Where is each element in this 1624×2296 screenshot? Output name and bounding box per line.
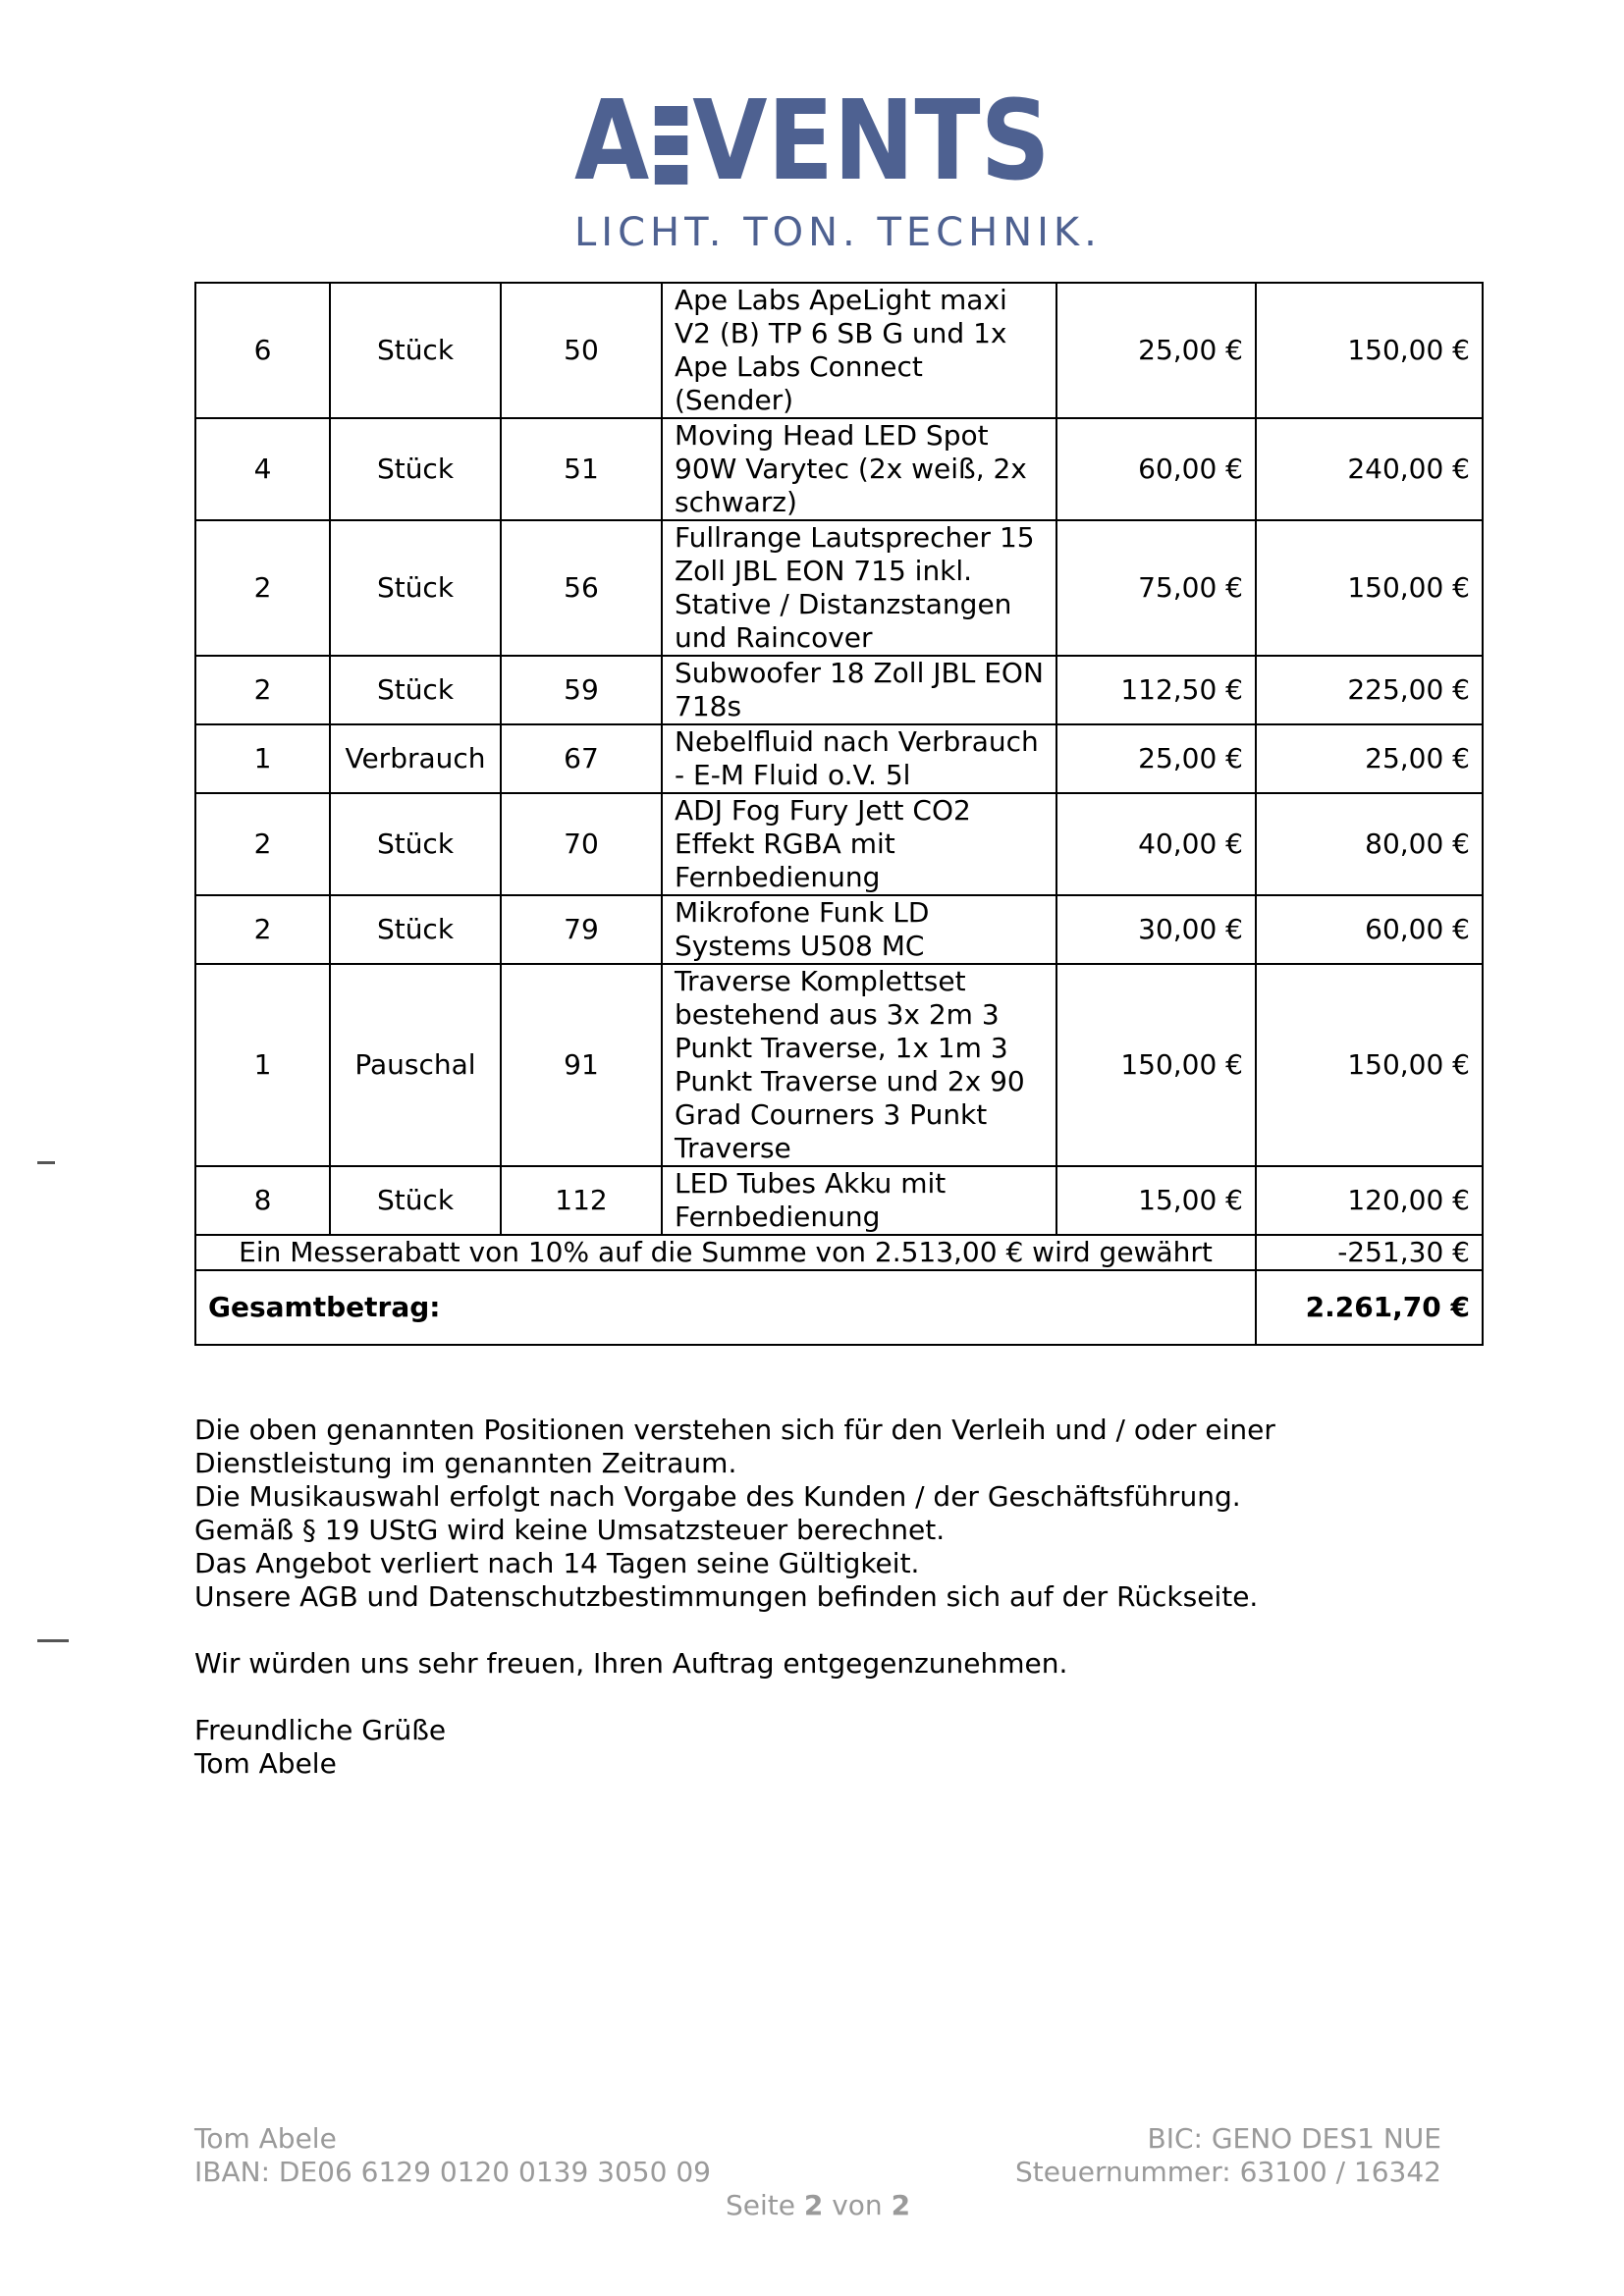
item-quantity: 1: [195, 724, 330, 793]
item-number: 56: [501, 520, 662, 656]
item-number: 50: [501, 283, 662, 418]
discount-row: [195, 1235, 1483, 1270]
logo-equals-mark: [655, 102, 687, 188]
item-total: 240,00 €: [1256, 418, 1483, 520]
item-total: 150,00 €: [1256, 283, 1483, 418]
item-unit: Stück: [330, 793, 501, 895]
item-total: 60,00 €: [1256, 895, 1483, 964]
item-number: 51: [501, 418, 662, 520]
table-row: [195, 520, 1483, 656]
notes-section: [194, 1414, 1471, 1781]
item-quantity: 6: [195, 283, 330, 418]
table-row: [195, 656, 1483, 724]
total-label: Gesamtbetrag:: [195, 1270, 1256, 1345]
company-logo: [574, 78, 1102, 255]
item-total: 150,00 €: [1256, 520, 1483, 656]
item-number: 70: [501, 793, 662, 895]
item-unit-price: 150,00 €: [1056, 964, 1256, 1166]
punch-mark: [37, 1639, 69, 1642]
item-description: Moving Head LED Spot 90W Varytec (2x weiß, 2x schwarz): [662, 418, 1056, 520]
item-unit-price: 40,00 €: [1056, 793, 1256, 895]
footer-right: [1015, 2122, 1441, 2189]
item-quantity: 2: [195, 895, 330, 964]
item-unit-price: 15,00 €: [1056, 1166, 1256, 1235]
discount-label: Ein Messerabatt von 10% auf die Summe von 2.513,00 € wird gewährt: [195, 1235, 1256, 1270]
signature: Tom Abele: [194, 1747, 337, 1780]
item-unit-price: 25,00 €: [1056, 283, 1256, 418]
item-quantity: 2: [195, 656, 330, 724]
total-amount: 2.261,70 €: [1256, 1270, 1483, 1345]
logo-tagline: LICHT. TON. TECHNIK.: [574, 210, 1102, 255]
item-number: 79: [501, 895, 662, 964]
items-table-body: [195, 283, 1483, 1235]
note-line: Dienstleistung im genannten Zeitraum.: [194, 1447, 737, 1479]
page-number: Seite 2 von 2: [725, 2189, 911, 2221]
item-description: Mikrofone Funk LD Systems U508 MC: [662, 895, 1056, 964]
table-row: [195, 793, 1483, 895]
footer-tax-number: Steuernummer: 63100 / 16342: [1015, 2156, 1441, 2188]
item-unit-price: 75,00 €: [1056, 520, 1256, 656]
logo-wordmark: [574, 78, 1065, 205]
item-description: Fullrange Lautsprecher 15 Zoll JBL EON 715 inkl. Stative / Distanzstangen und Raincover: [662, 520, 1056, 656]
item-unit: Stück: [330, 656, 501, 724]
item-unit: Stück: [330, 418, 501, 520]
item-description: Traverse Komplettset bestehend aus 3x 2m 3 Punkt Traverse, 1x 1m 3 Punkt Traverse und 2x 90 Grad Courners 3 Punkt Traverse: [662, 964, 1056, 1166]
item-quantity: 4: [195, 418, 330, 520]
table-row: [195, 895, 1483, 964]
item-unit-price: 60,00 €: [1056, 418, 1256, 520]
note-line: Die Musikauswahl erfolgt nach Vorgabe des Kunden / der Geschäftsführung.: [194, 1480, 1241, 1513]
discount-amount: -251,30 €: [1256, 1235, 1483, 1270]
item-number: 91: [501, 964, 662, 1166]
footer-left: [194, 2122, 711, 2189]
table-row: [195, 418, 1483, 520]
item-total: 120,00 €: [1256, 1166, 1483, 1235]
note-line: Gemäß § 19 UStG wird keine Umsatzsteuer berechnet.: [194, 1514, 946, 1546]
item-quantity: 2: [195, 520, 330, 656]
item-unit: Verbrauch: [330, 724, 501, 793]
item-quantity: 1: [195, 964, 330, 1166]
item-quantity: 2: [195, 793, 330, 895]
item-unit: Stück: [330, 283, 501, 418]
item-total: 80,00 €: [1256, 793, 1483, 895]
table-row: [195, 283, 1483, 418]
item-unit-price: 30,00 €: [1056, 895, 1256, 964]
note-line: Das Angebot verliert nach 14 Tagen seine Gültigkeit.: [194, 1547, 920, 1579]
item-total: 25,00 €: [1256, 724, 1483, 793]
item-unit-price: 112,50 €: [1056, 656, 1256, 724]
item-number: 112: [501, 1166, 662, 1235]
item-unit: Pauschal: [330, 964, 501, 1166]
table-row: [195, 964, 1483, 1166]
item-number: 59: [501, 656, 662, 724]
note-line: Die oben genannten Positionen verstehen sich für den Verleih und / oder einer: [194, 1414, 1275, 1446]
footer-name: Tom Abele: [194, 2122, 337, 2155]
total-row: [195, 1270, 1483, 1345]
item-quantity: 8: [195, 1166, 330, 1235]
item-unit: Stück: [330, 895, 501, 964]
table-row: [195, 724, 1483, 793]
item-description: Ape Labs ApeLight maxi V2 (B) TP 6 SB G und 1x Ape Labs Connect (Sender): [662, 283, 1056, 418]
offer-items-table: [194, 282, 1484, 1346]
greeting: Freundliche Grüße: [194, 1714, 447, 1746]
footer-iban: IBAN: DE06 6129 0120 0139 3050 09: [194, 2156, 711, 2188]
item-unit-price: 25,00 €: [1056, 724, 1256, 793]
logo-letters: A VENTS: [574, 78, 1051, 205]
item-total: 225,00 €: [1256, 656, 1483, 724]
item-description: ADJ Fog Fury Jett CO2 Effekt RGBA mit Fernbedienung: [662, 793, 1056, 895]
table-row: [195, 1166, 1483, 1235]
item-unit: Stück: [330, 520, 501, 656]
note-line: Unsere AGB und Datenschutzbestimmungen befinden sich auf der Rückseite.: [194, 1580, 1259, 1613]
item-number: 67: [501, 724, 662, 793]
item-description: LED Tubes Akku mit Fernbedienung: [662, 1166, 1056, 1235]
item-unit: Stück: [330, 1166, 501, 1235]
closing-text: Wir würden uns sehr freuen, Ihren Auftrag entgegenzunehmen.: [194, 1647, 1068, 1680]
item-total: 150,00 €: [1256, 964, 1483, 1166]
item-description: Nebelfluid nach Verbrauch - E-M Fluid o.V. 5l: [662, 724, 1056, 793]
fold-mark: [37, 1161, 55, 1164]
item-description: Subwoofer 18 Zoll JBL EON 718s: [662, 656, 1056, 724]
footer-bic: BIC: GENO DES1 NUE: [1147, 2122, 1441, 2155]
